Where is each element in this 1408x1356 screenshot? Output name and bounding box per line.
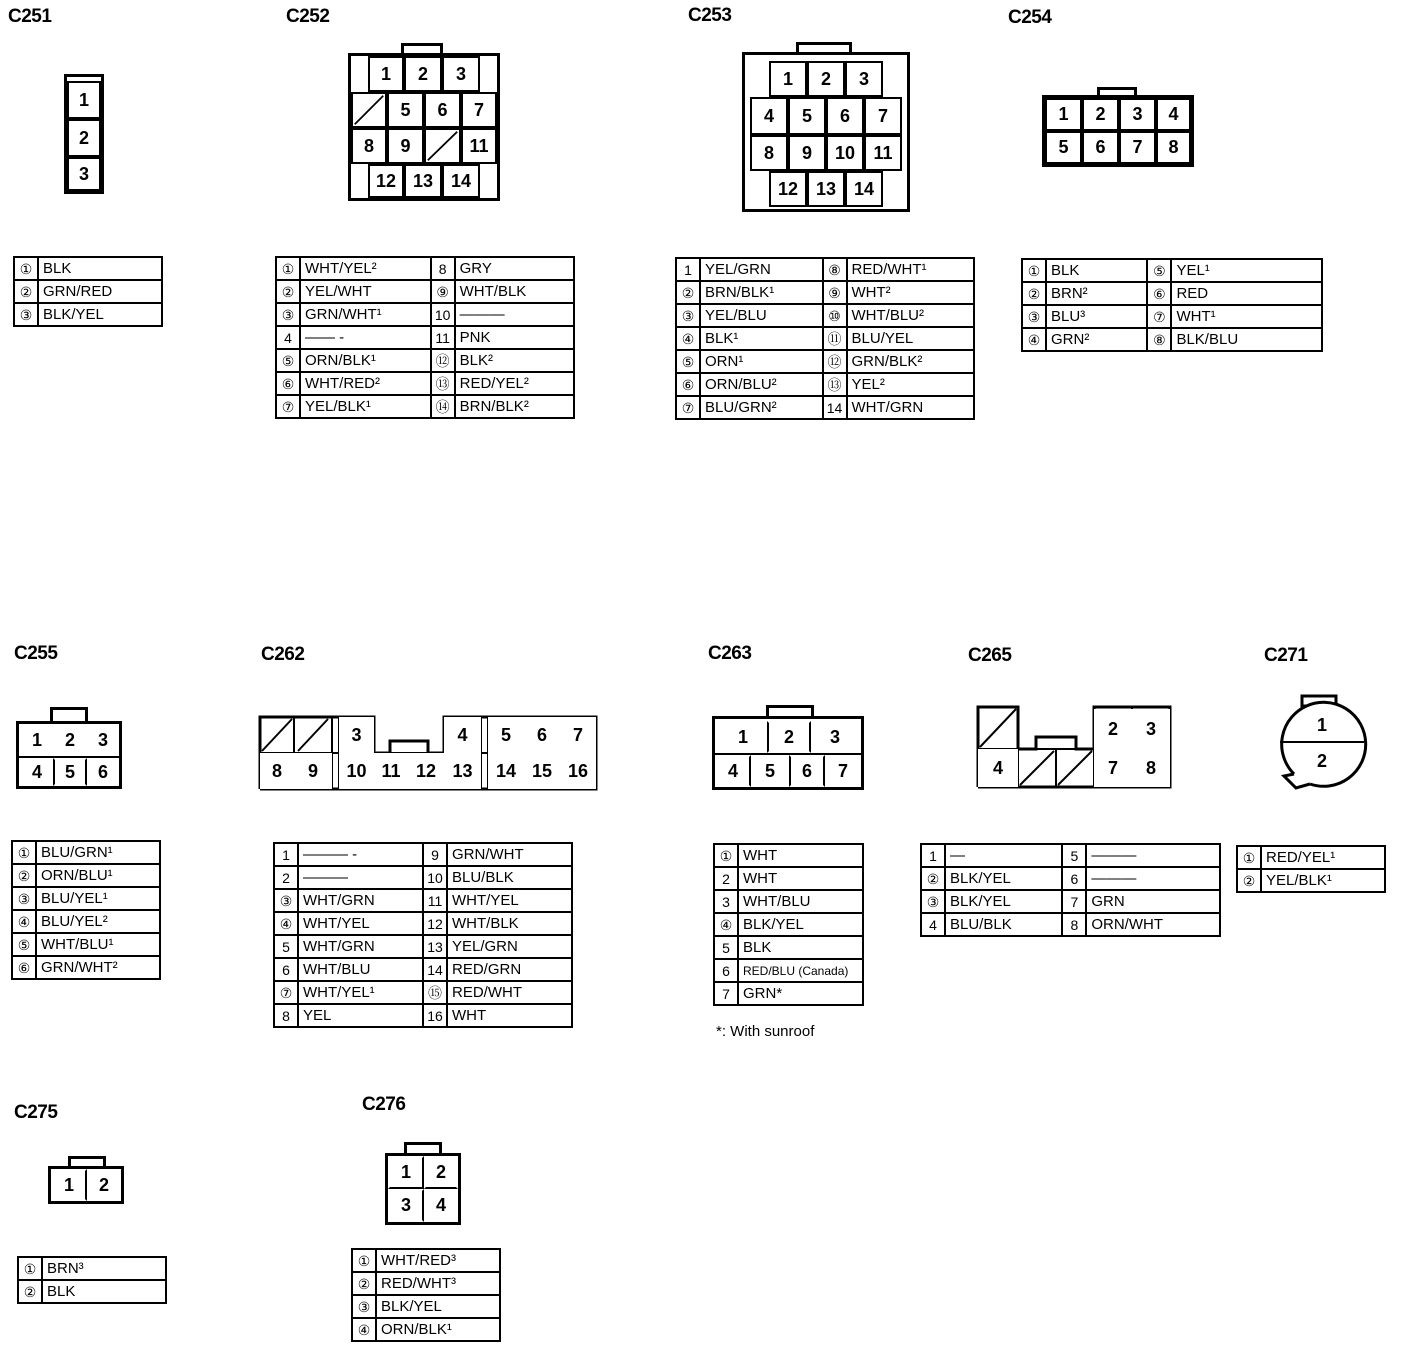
c254-pin-7: 7 <box>1119 131 1156 164</box>
table-row: ④ WHT/YEL 12 WHT/BLK <box>274 912 572 935</box>
table-row: 8 YEL 16 WHT <box>274 1004 572 1027</box>
c262-pin-15: 15 <box>524 753 560 789</box>
table-row: ① WHT <box>714 844 863 867</box>
table-row: ③ BLU/YEL¹ <box>12 887 160 910</box>
c265-pin-3: 3 <box>1132 709 1170 749</box>
c255-connector-face <box>16 721 122 789</box>
c252-pin-8: 8 <box>351 128 387 164</box>
table-row: 1 ——— - 9 GRN/WHT <box>274 843 572 866</box>
table-row: ② GRN/RED <box>14 280 162 303</box>
c263-connector-face <box>712 716 864 790</box>
c262-connector-face <box>258 715 598 791</box>
c253-pin-5: 5 <box>788 97 826 135</box>
table-row: ① BRN³ <box>18 1257 166 1280</box>
table-row: ④ BLK¹ ⑪ BLU/YEL <box>676 327 974 350</box>
table-row: ⑥ GRN/WHT² <box>12 956 160 979</box>
table-row: ① BLK ⑤ YEL¹ <box>1022 259 1322 282</box>
c252-connector-face <box>348 53 500 201</box>
table-row: ③ BLK/YEL <box>352 1295 500 1318</box>
c253-pin-3: 3 <box>845 61 883 97</box>
table-row: ④ BLK/YEL <box>714 913 863 936</box>
c252-pin-9: 9 <box>387 128 424 164</box>
c253-pin-7: 7 <box>864 97 902 135</box>
c251-wire-table <box>13 256 163 327</box>
c275-connector-face <box>48 1166 124 1204</box>
table-row: 2 ——— 10 BLU/BLK <box>274 866 572 889</box>
c254-connector-face <box>1042 95 1194 167</box>
table-row: ② BRN² ⑥ RED <box>1022 282 1322 305</box>
table-row: ② YEL/WHT ⑨ WHT/BLK <box>276 280 574 303</box>
c262-pin-5: 5 <box>488 717 524 753</box>
c251-connector-face <box>64 74 104 194</box>
c253-pin-2: 2 <box>807 61 845 97</box>
c254-pin-2: 2 <box>1082 98 1119 131</box>
c255-wire-table <box>11 840 161 980</box>
c265-wire-table <box>920 843 1221 937</box>
c255-pin-4: 4 <box>21 758 53 786</box>
c255-pin-6: 6 <box>87 758 119 786</box>
c262-pin-9: 9 <box>294 753 332 789</box>
c263-pin-1: 1 <box>719 721 767 753</box>
c253-pin-6: 6 <box>826 97 864 135</box>
c262-pin-14: 14 <box>488 753 524 789</box>
table-row: 7 GRN* <box>714 982 863 1005</box>
table-row: ⑦ YEL/BLK¹ ⑭ BRN/BLK² <box>276 395 574 418</box>
table-row: 4 —— - 11 PNK <box>276 326 574 349</box>
table-row: ② RED/WHT³ <box>352 1272 500 1295</box>
c262-pin-11: 11 <box>374 753 408 789</box>
c263-pin-6: 6 <box>789 755 825 787</box>
c251-pin-3: 3 <box>67 157 101 191</box>
c262-pin-7: 7 <box>560 717 596 753</box>
c254-pin-5: 5 <box>1045 131 1082 164</box>
c263-wire-table <box>713 843 864 1006</box>
c262-pin-13: 13 <box>444 753 481 789</box>
table-row: ① WHT/RED³ <box>352 1249 500 1272</box>
c265-pin-7: 7 <box>1094 749 1132 787</box>
table-row: 6 RED/BLU (Canada) <box>714 959 863 982</box>
c263-footnote: *: With sunroof <box>716 1023 815 1040</box>
c252-pin-2: 2 <box>404 56 442 92</box>
c275-title: C275 <box>14 1102 58 1123</box>
c276-title: C276 <box>362 1094 406 1115</box>
c276-pin-1: 1 <box>388 1156 424 1189</box>
table-row: 1 YEL/GRN ⑧ RED/WHT¹ <box>676 258 974 281</box>
c276-wire-table <box>351 1248 501 1342</box>
c276-pin-4: 4 <box>424 1189 458 1222</box>
c253-wire-table <box>675 257 975 420</box>
c254-pin-8: 8 <box>1156 131 1191 164</box>
c253-pin-9: 9 <box>788 135 826 171</box>
c255-title: C255 <box>14 643 58 664</box>
c262-pin-16: 16 <box>560 753 596 789</box>
c262-title: C262 <box>261 644 305 665</box>
c251-pin-2: 2 <box>67 119 101 157</box>
table-row: ⑤ WHT/BLU¹ <box>12 933 160 956</box>
c262-pin-6: 6 <box>524 717 560 753</box>
table-row: ⑦ WHT/YEL¹ ⑮ RED/WHT <box>274 981 572 1004</box>
c265-pin-4: 4 <box>978 749 1018 787</box>
c262-pin-12: 12 <box>408 753 444 789</box>
table-row: 3 WHT/BLU <box>714 890 863 913</box>
table-row: ② BLK <box>18 1280 166 1303</box>
c271-pin-2: 2 <box>1316 750 1327 771</box>
c255-pin-5: 5 <box>53 758 87 786</box>
c254-wire-table <box>1021 258 1323 352</box>
table-row: 5 BLK <box>714 936 863 959</box>
c271-title: C271 <box>1264 645 1308 666</box>
c254-pin-4: 4 <box>1156 98 1191 131</box>
c255-pin-1: 1 <box>21 724 53 756</box>
c252-pin-13: 13 <box>404 164 442 198</box>
table-row: 1 — 5 ——— <box>921 844 1220 867</box>
c254-pin-3: 3 <box>1119 98 1156 131</box>
c262-pin-4: 4 <box>444 717 481 753</box>
c253-pin-8: 8 <box>750 135 788 171</box>
table-row: ③ WHT/GRN 11 WHT/YEL <box>274 889 572 912</box>
table-row: ① RED/YEL¹ <box>1237 846 1385 869</box>
c253-pin-10: 10 <box>826 135 864 171</box>
table-row: ④ GRN² ⑧ BLK/BLU <box>1022 328 1322 351</box>
c275-pin-2: 2 <box>87 1169 121 1201</box>
c265-pin-2: 2 <box>1094 709 1132 749</box>
table-row: 6 WHT/BLU 14 RED/GRN <box>274 958 572 981</box>
table-row: ③ GRN/WHT¹ 10 ——— <box>276 303 574 326</box>
c253-pin-1: 1 <box>769 61 807 97</box>
table-row: 4 BLU/BLK 8 ORN/WHT <box>921 913 1220 936</box>
table-row: ② ORN/BLU¹ <box>12 864 160 887</box>
c262-pin-3: 3 <box>339 717 374 753</box>
c252-pin-14: 14 <box>442 164 480 198</box>
c253-pin-11: 11 <box>864 135 902 171</box>
c276-pin-3: 3 <box>388 1189 424 1222</box>
c252-wire-table <box>275 256 575 419</box>
c251-pin-1: 1 <box>67 81 101 119</box>
c253-pin-14: 14 <box>845 171 883 207</box>
c252-pin-5: 5 <box>387 92 424 128</box>
c262-pin-10: 10 <box>339 753 374 789</box>
table-row: ② YEL/BLK¹ <box>1237 869 1385 892</box>
table-row: ③ BLK/YEL <box>14 303 162 326</box>
c263-title: C263 <box>708 643 752 664</box>
c275-wire-table <box>17 1256 167 1304</box>
table-row: ① BLK <box>14 257 162 280</box>
c263-pin-2: 2 <box>767 721 811 753</box>
c253-pin-4: 4 <box>750 97 788 135</box>
c275-pin-1: 1 <box>51 1169 87 1201</box>
c253-pin-12: 12 <box>769 171 807 207</box>
c265-connector-face <box>976 705 1172 789</box>
table-row: ① WHT/YEL² 8 GRY <box>276 257 574 280</box>
table-row: ⑦ BLU/GRN² 14 WHT/GRN <box>676 396 974 419</box>
table-row: ② BRN/BLK¹ ⑨ WHT² <box>676 281 974 304</box>
c253-pin-13: 13 <box>807 171 845 207</box>
c252-title: C252 <box>286 6 330 27</box>
table-row: ④ ORN/BLK¹ <box>352 1318 500 1341</box>
table-row: ③ BLU³ ⑦ WHT¹ <box>1022 305 1322 328</box>
c252-blank-cavity <box>351 92 387 128</box>
c254-pin-1: 1 <box>1045 98 1082 131</box>
c263-pin-3: 3 <box>811 721 859 753</box>
c254-title: C254 <box>1008 7 1052 28</box>
c255-pin-3: 3 <box>87 724 119 756</box>
c252-pin-11: 11 <box>461 128 497 164</box>
table-row: ① BLU/GRN¹ <box>12 841 160 864</box>
c271-connector-face <box>1274 694 1370 790</box>
c252-blank-cavity <box>424 128 461 164</box>
table-row: 2 WHT <box>714 867 863 890</box>
table-row: ⑥ ORN/BLU² ⑬ YEL² <box>676 373 974 396</box>
c252-pin-6: 6 <box>424 92 461 128</box>
c263-pin-7: 7 <box>825 755 861 787</box>
table-row: ② BLK/YEL 6 ——— <box>921 867 1220 890</box>
table-row: 5 WHT/GRN 13 YEL/GRN <box>274 935 572 958</box>
c251-title: C251 <box>8 6 52 27</box>
c262-wire-table <box>273 842 573 1028</box>
c253-title: C253 <box>688 5 732 26</box>
c271-pin-1: 1 <box>1316 714 1327 735</box>
c252-pin-1: 1 <box>368 56 404 92</box>
table-row: ④ BLU/YEL² <box>12 910 160 933</box>
c265-pin-8: 8 <box>1132 749 1170 787</box>
c276-connector-face <box>385 1153 461 1225</box>
table-row: ⑤ ORN/BLK¹ ⑫ BLK² <box>276 349 574 372</box>
table-row: ⑤ ORN¹ ⑫ GRN/BLK² <box>676 350 974 373</box>
c252-pin-12: 12 <box>368 164 404 198</box>
table-row: ③ BLK/YEL 7 GRN <box>921 890 1220 913</box>
table-row: ⑥ WHT/RED² ⑬ RED/YEL² <box>276 372 574 395</box>
c276-pin-2: 2 <box>424 1156 458 1189</box>
c254-pin-6: 6 <box>1082 131 1119 164</box>
c262-pin-8: 8 <box>260 753 294 789</box>
c265-title: C265 <box>968 645 1012 666</box>
c271-wire-table <box>1236 845 1386 893</box>
c253-connector-face <box>742 52 910 212</box>
c252-pin-3: 3 <box>442 56 480 92</box>
table-row: ③ YEL/BLU ⑩ WHT/BLU² <box>676 304 974 327</box>
c263-pin-5: 5 <box>751 755 789 787</box>
c252-pin-7: 7 <box>461 92 497 128</box>
c255-pin-2: 2 <box>53 724 87 756</box>
c263-pin-4: 4 <box>715 755 751 787</box>
